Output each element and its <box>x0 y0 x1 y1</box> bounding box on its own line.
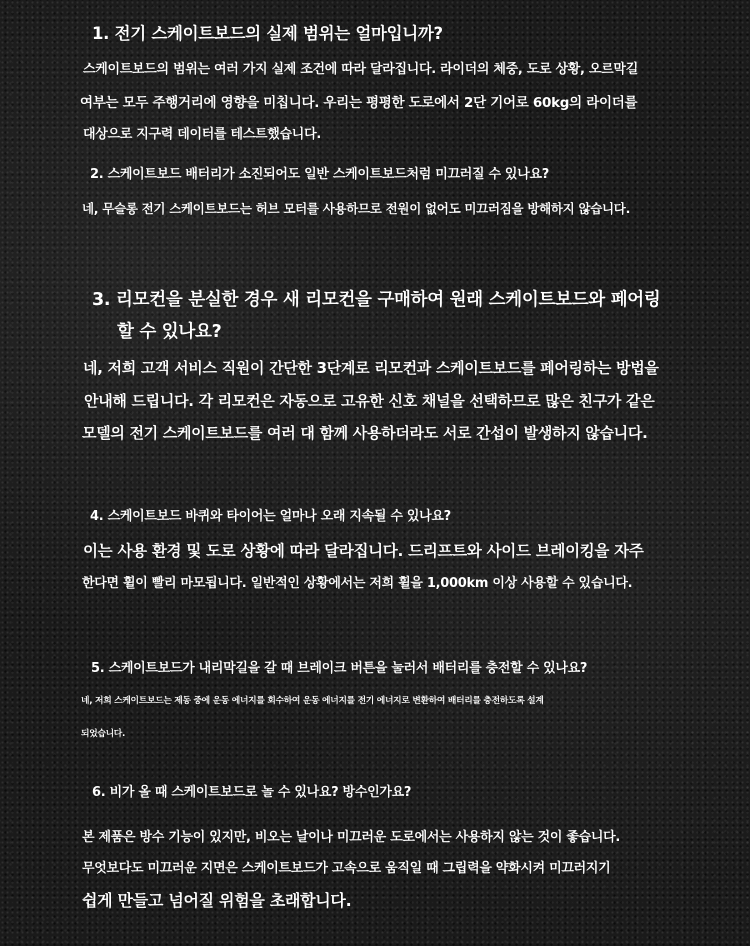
faq-1-answer-line-1: 스케이트보드의 범위는 여러 가지 실제 조건에 따라 달라집니다. 라이더의 체중, 도로 상황, 오르막길 <box>83 62 638 77</box>
faq-5-question: 5. 스케이트보드가 내리막길을 갈 때 브레이크 버튼을 눌러서 배터리를 충전할 수 있나요? <box>91 661 588 676</box>
faq-1-answer-line-2: 여부는 모두 주행거리에 영향을 미칩니다. 우리는 평평한 도로에서 2단 기어로 60kg의 라이더를 <box>80 95 638 111</box>
faq-4-answer-line-1: 이는 사용 환경 및 도로 상황에 따라 달라집니다. 드리프트와 사이드 브레이킹을 자주 <box>83 542 644 560</box>
faq-4-answer-line-2: 한다면 휠이 빨리 마모됩니다. 일반적인 상황에서는 저희 휠을 1,000km 이상 사용할 수 있습니다. <box>82 576 633 591</box>
faq-3-answer-line-3: 모델의 전기 스케이트보드를 여러 대 함께 사용하더라도 서로 간섭이 발생하지 않습니다. <box>82 424 648 442</box>
faq-3-question-line-1: 3. 리모컨을 분실한 경우 새 리모컨을 구매하여 원래 스케이트보드와 페어링 <box>92 290 661 310</box>
faq-1-question: 1. 전기 스케이트보드의 실제 범위는 얼마입니까? <box>92 24 443 43</box>
faq-6-answer-line-2: 무엇보다도 미끄러운 지면은 스케이트보드가 고속으로 움직일 때 그립력을 약화시켜 미끄러지기 <box>82 861 611 876</box>
faq-5-answer-line-2: 되었습니다. <box>81 729 126 739</box>
faq-6-answer-line-1: 본 제품은 방수 기능이 있지만, 비오는 날이나 미끄러운 도로에서는 사용하지 않는 것이 좋습니다. <box>82 830 621 845</box>
faq-4-question: 4. 스케이트보드 바퀴와 타이어는 얼마나 오래 지속될 수 있나요? <box>90 509 451 524</box>
faq-5-answer-line-1: 네, 저희 스케이트보드는 제동 중에 운동 에너지를 회수하여 운동 에너지를 전기 에너지로 변환하여 배터리를 충전하도록 설계 <box>81 696 544 706</box>
faq-6-answer-line-3: 쉽게 만들고 넘어질 위험을 초래합니다. <box>82 891 352 910</box>
faq-3-question-line-2: 할 수 있나요? <box>117 322 222 342</box>
faq-2-answer-line-1: 네, 무슬롱 전기 스케이트보드는 허브 모터를 사용하므로 전원이 없어도 미끄러짐을 방해하지 않습니다. <box>82 201 631 216</box>
faq-3-answer-line-2: 안내해 드립니다. 각 리모컨은 자동으로 고유한 신호 채널을 선택하므로 많은 친구가 같은 <box>84 392 655 410</box>
faq-3-answer-line-1: 네, 저희 고객 서비스 직원이 간단한 3단계로 리모컨과 스케이트보드를 페어링하는 방법을 <box>83 359 659 377</box>
faq-6-question: 6. 비가 올 때 스케이트보드로 놀 수 있나요? 방수인가요? <box>92 785 412 800</box>
faq-1-answer-line-3: 대상으로 지구력 데이터를 테스트했습니다. <box>83 127 321 142</box>
faq-2-question: 2. 스케이트보드 배터리가 소진되어도 일반 스케이트보드처럼 미끄러질 수 있나요? <box>90 167 549 182</box>
